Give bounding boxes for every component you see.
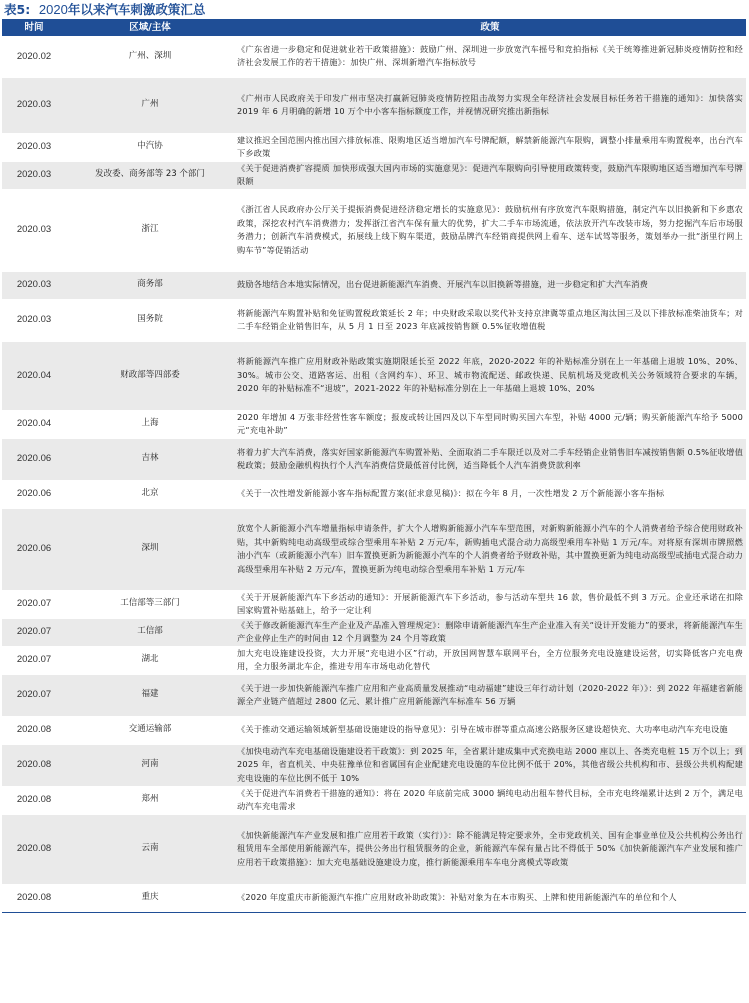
cell-policy: 《广东省进一步稳定和促进就业若干政策措施》：鼓励广州、深圳进一步放宽汽车摇号和竞拍指标《关于统筹推进新冠肺炎疫情防控和经济社会发展工作的若干措施》：加快广州、深圳新增汽车指标放号 [234,36,746,77]
cell-time: 2020.03 [2,189,66,271]
cell-region: 工信部 [66,618,234,646]
cell-time: 2020.07 [2,646,66,674]
cell-policy: 《关于一次性增发新能源小客车指标配置方案(征求意见稿)》：拟在今年 8 月，一次性增发 2 万个新能源小客车指标 [234,480,746,508]
table-row [2,36,746,77]
cell-time: 2020.03 [2,271,66,299]
table-row [2,716,746,744]
cell-policy: 2020 年增加 4 万张非经营性客车额度；报废或转让国四及以下车型同时购买国六车型，补贴 4000 元/辆；购买新能源汽车给予 5000 元“充电补助” [234,410,746,438]
cell-region: 广州 [66,77,234,133]
cell-time: 2020.06 [2,508,66,590]
table-row [2,161,746,189]
table-row [2,590,746,618]
cell-region: 云南 [66,814,234,884]
table-row [2,814,746,884]
cell-time: 2020.07 [2,590,66,618]
policy-table [2,19,746,913]
cell-policy: 《关于促进汽车消费若干措施的通知》：将在 2020 年底前完成 3000 辆纯电动出租车替代目标，全市充电终端累计达到 2 万个，满足电动汽车充电需求 [234,786,746,814]
cell-time: 2020.03 [2,77,66,133]
cell-region: 重庆 [66,884,234,912]
header-region: 区域/主体 [66,19,234,36]
cell-region: 财政部等四部委 [66,341,234,410]
table-row [2,341,746,410]
cell-policy: 《关于促进消费扩容提质 加快形成强大国内市场的实施意见》：促进汽车限购向引导使用政策转变，鼓励汽车限购地区适当增加汽车号牌限额 [234,161,746,189]
cell-region: 广州、深圳 [66,36,234,77]
cell-region: 国务院 [66,299,234,341]
cell-time: 2020.08 [2,814,66,884]
cell-time: 2020.03 [2,133,66,161]
cell-policy: 《加快电动汽车充电基础设施建设若干政策》：到 2025 年，全省累计建成集中式充换电站 2000 座以上、各类充电桩 15 万个以上；到 2025 年，省直机关、中央驻豫单位和省属国有企业配建充电设施的车位比例不低于 20%，其他省级公共机构和市、县级公共机构配建充电设施的车位比例不低于 10% [234,744,746,786]
table-row [2,884,746,912]
cell-time: 2020.06 [2,438,66,480]
table-row [2,618,746,646]
cell-time: 2020.07 [2,618,66,646]
table-title: 表5: 2020年以来汽车刺激政策汇总 [4,2,206,17]
table-row [2,271,746,299]
cell-time: 2020.08 [2,884,66,912]
cell-region: 郑州 [66,786,234,814]
cell-time: 2020.06 [2,480,66,508]
cell-policy: 《关于进一步加快新能源汽车推广应用和产业高质量发展推动“电动福建”建设三年行动计划（2020-2022 年）》：到 2022 年福建省新能源全产业链产值超过 2800 亿元、累计推广应用新能源汽车标准车 56 万辆 [234,674,746,716]
header-time: 时间 [2,19,66,36]
table-row [2,786,746,814]
cell-region: 工信部等三部门 [66,590,234,618]
table-header [2,19,746,36]
cell-policy: 将新能源汽车购置补贴和免征购置税政策延长 2 年；中央财政采取以奖代补支持京津冀等重点地区淘汰国三及以下排放标准柴油货车；对二手车经销企业销售旧车，从 5 月 1 日至 2023 年底减按销售额 0.5%征收增值税 [234,299,746,341]
cell-policy: 建议推迟全国范围内推出国六排放标准、限购地区适当增加汽车号牌配额，解禁新能源汽车限购，调整小排量乘用车购置税率，出台汽车下乡政策 [234,133,746,161]
table-row [2,674,746,716]
cell-region: 商务部 [66,271,234,299]
cell-policy: 《关于修改新能源汽车生产企业及产品准入管理规定》：删除申请新能源汽车生产企业准入有关“设计开发能力”的要求，将新能源汽车生产企业停止生产的时间由 12 个月调整为 24 个月等政策 [234,618,746,646]
cell-region: 浙江 [66,189,234,271]
cell-region: 福建 [66,674,234,716]
cell-region: 北京 [66,480,234,508]
cell-policy: 将新能源汽车推广应用财政补贴政策实施期限延长至 2022 年底，2020-2022 年的补贴标准分别在上一年基础上退坡 10%、20%、30%。城市公交、道路客运、出租（含网约车）、环卫、城市物流配送、邮政快递、民航机场及党政机关公务领域符合要求的车辆，2020 年的补贴标准不“退坡”，2021-2022 年的补贴标准分别在上一年基础上退坡 10%、20% [234,341,746,410]
header-policy: 政策 [234,19,746,36]
table-row [2,480,746,508]
cell-region: 深圳 [66,508,234,590]
cell-policy: 鼓励各地结合本地实际情况，出台促进新能源汽车消费、开展汽车以旧换新等措施，进一步稳定和扩大汽车消费 [234,271,746,299]
cell-time: 2020.04 [2,410,66,438]
cell-region: 河南 [66,744,234,786]
cell-time: 2020.08 [2,716,66,744]
cell-policy: 《浙江省人民政府办公厅关于提振消费促进经济稳定增长的实施意见》：鼓励杭州有序放宽汽车限购措施，制定汽车以旧换新和下乡惠农政策，深挖农村汽车消费潜力；发挥浙江省汽车保有量大的优势，扩大二手车市场流通，依法放开汽车改装市场，努力挖掘汽车后市场服务潜力；创新汽车消费模式，拓展线上线下购车渠道，鼓励品牌汽车经销商提供网上看车、送车试驾等服务，策划举办一批“浙里行网上购车节”等促销活动 [234,189,746,271]
cell-policy: 加大充电设施建设投资，大力开展“充电进小区”行动，开放国网智慧车联网平台，全方位服务充电设施建设运营，切实降低客户充电费用，全力服务湖北车企，推进专用车市场电动化替代 [234,646,746,674]
table-row [2,744,746,786]
cell-policy: 《2020 年度重庆市新能源汽车推广应用财政补助政策》：补贴对象为在本市购买、上牌和使用新能源汽车的单位和个人 [234,884,746,912]
cell-region: 发改委、商务部等 23 个部门 [66,161,234,189]
cell-policy: 放宽个人新能源小汽车增量指标申请条件，扩大个人增购新能源小汽车车型范围，对新购新能源小汽车的个人消费者给予综合使用财政补贴，其中新购纯电动高级型或综合型乘用车补贴 2 万元/车，新购插电式混合动力高级型乘用车补贴 1 万元/车。对将原有深圳市牌照燃油小汽车（或新能源小汽车）旧车置换更新为新能源小汽车的个人消费者给予财政补贴，其中置换更新为纯电动高级型或插电式混合动力高级型乘用车补贴 2 万元/车，置换更新为纯电动综合型乘用车补贴 1 万元/车 [234,508,746,590]
cell-policy: 《广州市人民政府关于印发广州市坚决打赢新冠肺炎疫情防控阻击战努力实现全年经济社会发展目标任务若干措施的通知》：加快落实 2019 年 6 月明确的新增 10 万个中小客车指标额度工作，并视情况研究推出新指标 [234,77,746,133]
cell-region: 吉林 [66,438,234,480]
table-row [2,189,746,271]
table-row [2,77,746,133]
table-row [2,133,746,161]
table-row [2,438,746,480]
cell-region: 中汽协 [66,133,234,161]
cell-policy: 《加快新能源汽车产业发展和推广应用若干政策（实行）》：除不能满足特定要求外，全市党政机关、国有企事业单位及公共机构公务出行租赁用车全部使用新能源汽车，提供公务出行租赁服务的企业，新能源汽车保有量占比不得低于 50%《加快新能源汽车产业发展和推广应用若干政策措施》：加大充电基础设施建设力度，推行新能源乘用车车电分离模式等政策 [234,814,746,884]
cell-time: 2020.03 [2,161,66,189]
table-row [2,508,746,590]
cell-policy: 《关于开展新能源汽车下乡活动的通知》：开展新能源汽车下乡活动，参与活动车型共 16 款，售价最低不到 3 万元。企业还承诺在扣除国家购置补贴基础上，给予一定让利 [234,590,746,618]
table-row [2,410,746,438]
cell-time: 2020.08 [2,744,66,786]
cell-time: 2020.08 [2,786,66,814]
cell-time: 2020.07 [2,674,66,716]
cell-policy: 将着力扩大汽车消费，落实好国家新能源汽车购置补贴、全面取消二手车限迁以及对二手车经销企业销售旧车减按销售额 0.5%征收增值税政策；鼓励金融机构执行个人汽车消费信贷最低首付比例，适当降低个人汽车消费贷款利率 [234,438,746,480]
cell-policy: 《关于推动交通运输领域新型基础设施建设的指导意见》：引导在城市群等重点高速公路服务区建设超快充、大功率电动汽车充电设施 [234,716,746,744]
table-row [2,646,746,674]
cell-time: 2020.02 [2,36,66,77]
cell-time: 2020.04 [2,341,66,410]
table-row [2,299,746,341]
cell-time: 2020.03 [2,299,66,341]
cell-region: 上海 [66,410,234,438]
cell-region: 湖北 [66,646,234,674]
cell-region: 交通运输部 [66,716,234,744]
